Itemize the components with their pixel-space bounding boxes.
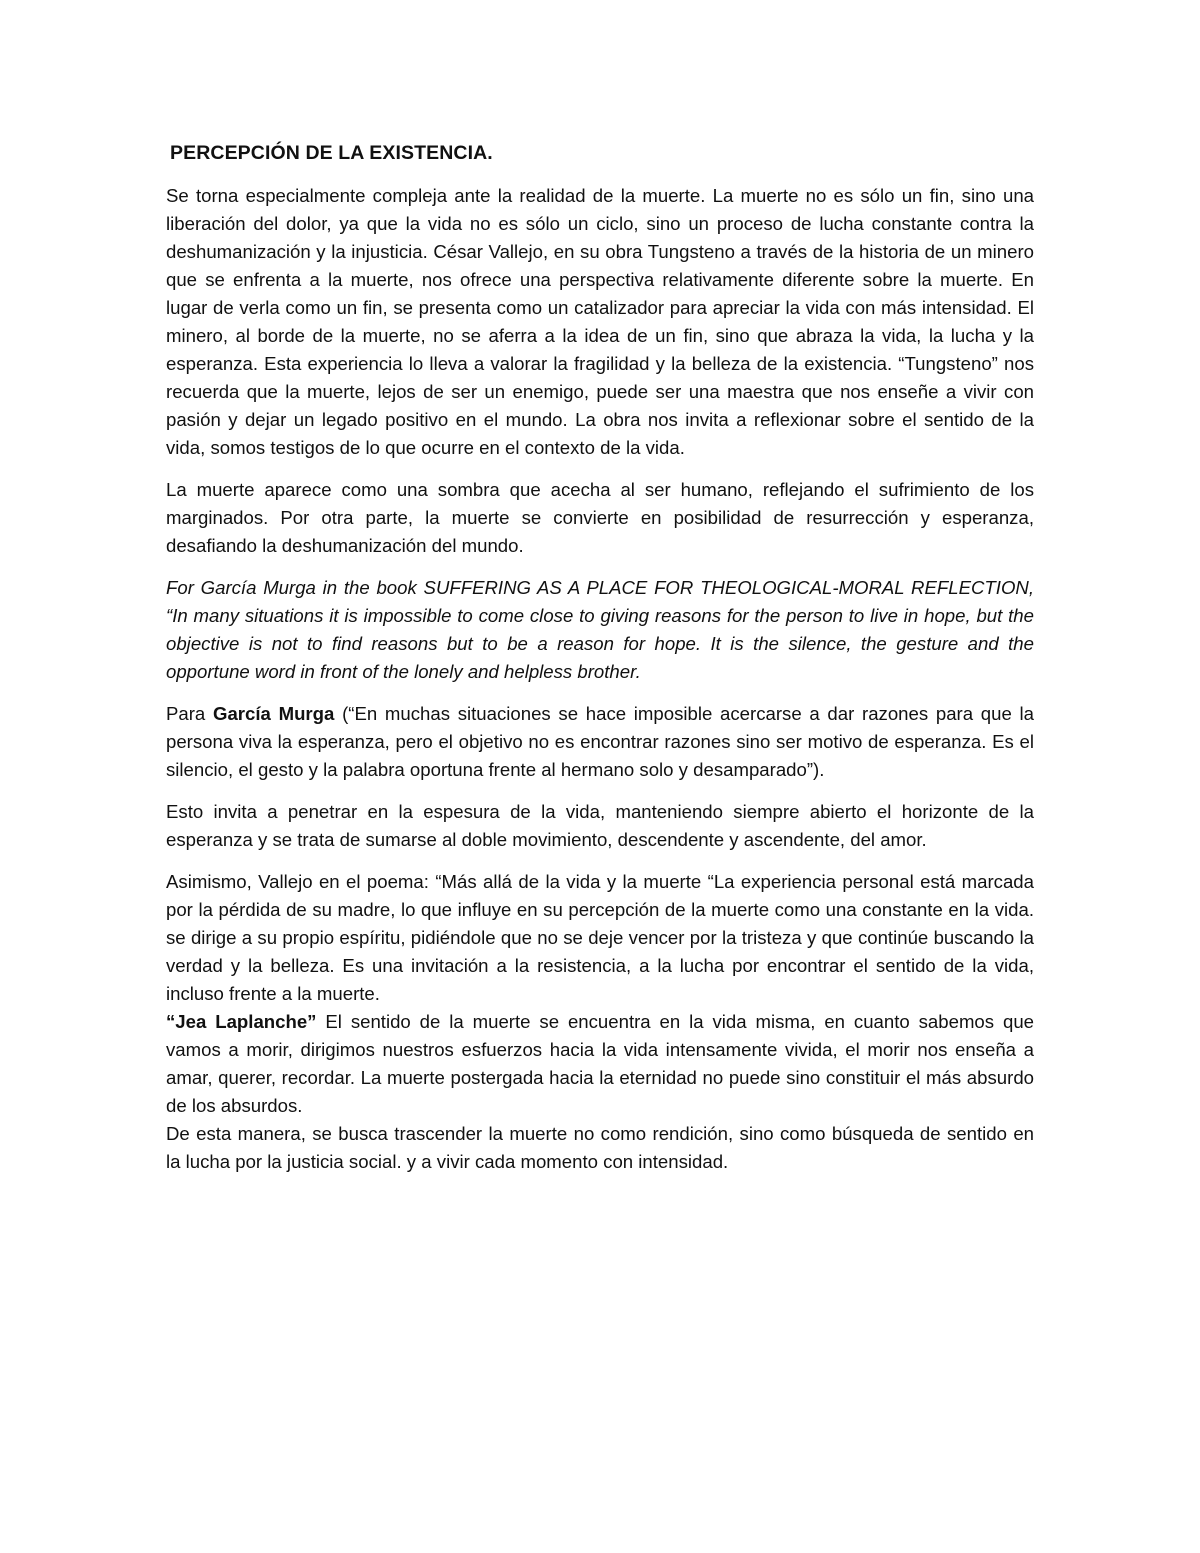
paragraph-sombra: La muerte aparece como una sombra que acecha al ser humano, reflejando el sufrimiento de los marginados. Por otra parte, la muerte se convierte en posibilidad de resurrección y esperanza, desafiando la deshumanización del mundo.: [166, 479, 1034, 556]
author-name-laplanche: “Jea Laplanche”: [166, 1011, 317, 1032]
document-page: [166, 138, 1034, 1190]
paragraph-prefix: Para: [166, 703, 213, 724]
author-name-garcia-murga: García Murga: [212, 703, 335, 724]
paragraph-quote: (“En muchas situaciones se hace imposible acercarse a dar razones para que la persona viva la esperanza, pero el objetivo no es encontrar razones sino ser motivo de esperanza. Es el silencio, el gesto y la palabra oportuna frente al hermano solo y desamparado”).: [166, 703, 1034, 780]
paragraph-espesura: Esto invita a penetrar en la espesura de la vida, manteniendo siempre abierto el horizonte de la esperanza y se trata de sumarse al doble movimiento, descendente y ascendente, del amor.: [166, 801, 1034, 850]
paragraph-vallejo-poema: Asimismo, Vallejo en el poema: “Más allá de la vida y la muerte “La experiencia personal está marcada por la pérdida de su madre, lo que influye en su percepción de la muerte como una constante en la vida. se dirige a su propio espíritu, pidiéndole que no se deje vencer por la tristeza y que continúe buscando la verdad y la belleza. Es una invitación a la resistencia, a la lucha por encontrar el sentido de la vida, incluso frente a la muerte.: [166, 871, 1034, 1004]
paragraph-garcia-murga: [166, 700, 1034, 784]
paragraph-laplanche-text: El sentido de la muerte se encuentra en la vida misma, en cuanto sabemos que vamos a morir, dirigimos nuestros esfuerzos hacia la vida intensamente vivida, el morir nos enseña a amar, querer, recordar. La muerte postergada hacia la eternidad no puede sino constituir el más absurdo de los absurdos.: [166, 1011, 1034, 1116]
paragraph-tungsteno: Se torna especialmente compleja ante la realidad de la muerte. La muerte no es sólo un fin, sino una liberación del dolor, ya que la vida no es sólo un ciclo, sino un proceso de lucha constante contra la deshumanización y la injusticia. César Vallejo, en su obra Tungsteno a través de la historia de un minero que se enfrenta a la muerte, nos ofrece una perspectiva relativamente diferente sobre la muerte. En lugar de verla como un fin, se presenta como un catalizador para apreciar la vida con más intensidad. El minero, al borde de la muerte, no se aferra a la idea de un fin, sino que abraza la vida, la lucha y la esperanza. Esta experiencia lo lleva a valorar la fragilidad y la belleza de la existencia. “Tungsteno” nos recuerda que la muerte, lejos de ser un enemigo, puede ser una maestra que nos enseñe a vivir con pasión y dejar un legado positivo en el mundo. La obra nos invita a reflexionar sobre el sentido de la vida, somos testigos de lo que ocurre en el contexto de la vida.: [166, 185, 1034, 458]
document-title: PERCEPCIÓN DE LA EXISTENCIA.: [170, 142, 493, 164]
paragraph-laplanche: [166, 1008, 1034, 1120]
paragraph-english-quote: For García Murga in the book SUFFERING AS A PLACE FOR THEOLOGICAL-MORAL REFLECTION, “In many situations it is impossible to come close to giving reasons for the person to live in hope, but the objective is not to find reasons but to be a reason for hope. It is the silence, the gesture and the opportune word in front of the lonely and helpless brother.: [166, 577, 1034, 682]
paragraph-conclusion: De esta manera, se busca trascender la muerte no como rendición, sino como búsqueda de sentido en la lucha por la justicia social. y a vivir cada momento con intensidad.: [166, 1123, 1034, 1172]
